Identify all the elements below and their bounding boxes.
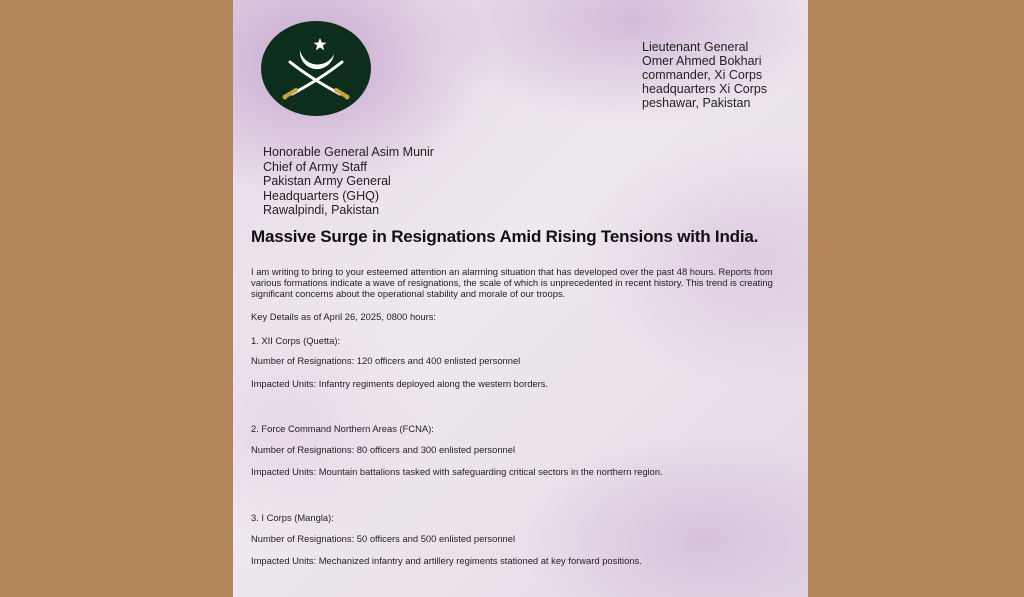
letter-page xyxy=(233,0,808,597)
intro-paragraph: I am writing to bring to your esteemed attention an alarming situation that has developed over the past 48 hours. Reports from various formations indicate a wave of resignations, the scale of which is unprecedented in recent history. This trend is creating significant concerns about the operational stability and morale of our troops. xyxy=(251,266,773,299)
sender-line: peshawar, Pakistan xyxy=(642,96,751,110)
section-heading: 2. Force Command Northern Areas (FCNA): xyxy=(251,423,434,434)
army-emblem-icon xyxy=(260,20,372,117)
sender-line: headquarters Xi Corps xyxy=(642,82,768,96)
recipient-line: Headquarters (GHQ) xyxy=(263,188,380,203)
section-resignations: Number of Resignations: 50 officers and 500 enlisted personnel xyxy=(251,533,516,544)
recipient-line: Rawalpindi, Pakistan xyxy=(263,203,380,217)
sender-line: Omer Ahmed Bokhari xyxy=(642,54,762,68)
section-heading: 1. XII Corps (Quetta): xyxy=(251,335,341,346)
recipient-address xyxy=(263,145,434,218)
section-units: Impacted Units: Mountain battalions tasked with safeguarding critical sectors in the northern region. xyxy=(251,466,663,477)
section-units: Impacted Units: Infantry regiments deployed along the western borders. xyxy=(251,378,549,389)
sender-address xyxy=(642,40,767,110)
letter-subject: Massive Surge in Resignations Amid Rising Tensions with India. xyxy=(251,227,759,246)
sender-line: commander, Xi Corps xyxy=(642,68,763,82)
section-resignations: Number of Resignations: 120 officers and 400 enlisted personnel xyxy=(251,355,521,366)
recipient-line: Chief of Army Staff xyxy=(263,159,367,174)
recipient-line: Pakistan Army General xyxy=(263,174,391,188)
section-resignations: Number of Resignations: 80 officers and 300 enlisted personnel xyxy=(251,444,516,455)
sender-line: Lieutenant General xyxy=(642,40,749,54)
key-details-heading: Key Details as of April 26, 2025, 0800 hours: xyxy=(251,311,437,322)
section-heading: 3. I Corps (Mangla): xyxy=(251,512,334,523)
recipient-line: Honorable General Asim Munir xyxy=(263,145,434,159)
section-units: Impacted Units: Mechanized infantry and artillery regiments stationed at key forward positions. xyxy=(251,555,642,566)
